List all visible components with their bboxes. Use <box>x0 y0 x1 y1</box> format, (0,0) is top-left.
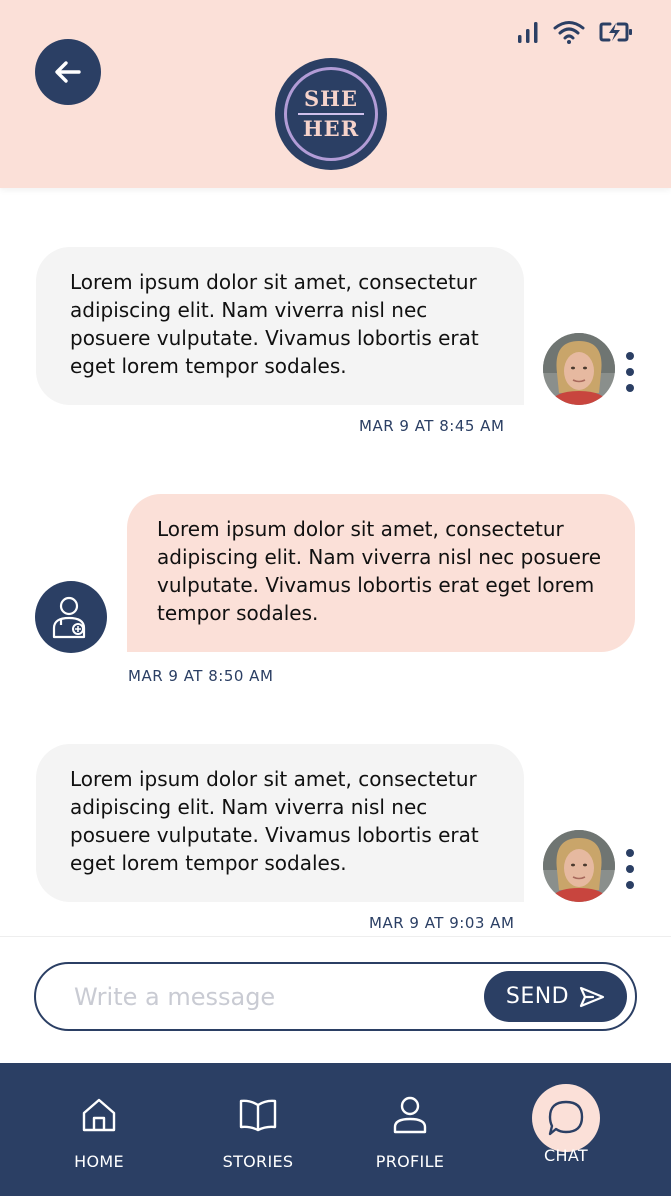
doctor-user-icon <box>51 595 91 639</box>
message-composer <box>34 962 637 1031</box>
signal-icon <box>517 20 539 44</box>
nav-item-profile[interactable] <box>340 1063 480 1196</box>
message-text: Lorem ipsum dolor sit amet, consectetur adipiscing elit. Nam viverra nisl nec posuere vulputate. Vivamus lobortis erat eget lorem tempor sodales. <box>157 517 602 625</box>
nav-label: STORIES <box>222 1152 294 1171</box>
send-label: SEND <box>505 984 570 1009</box>
brand-logo <box>275 58 387 170</box>
nav-item-chat[interactable] <box>496 1063 636 1196</box>
logo-line-2: HER <box>302 116 360 141</box>
more-options-icon[interactable] <box>625 849 635 889</box>
message-bubble-incoming[interactable] <box>36 744 524 902</box>
user-avatar[interactable] <box>35 581 107 653</box>
contact-avatar[interactable] <box>543 333 615 405</box>
message-text: Lorem ipsum dolor sit amet, consectetur adipiscing elit. Nam viverra nisl nec posuere vulputate. Vivamus lobortis erat eget lorem tempor sodales. <box>70 270 479 378</box>
more-options-icon[interactable] <box>625 352 635 392</box>
message-timestamp: MAR 9 AT 9:03 AM <box>369 914 515 932</box>
bottom-nav <box>0 1063 671 1196</box>
status-bar <box>517 20 633 44</box>
book-icon <box>238 1097 278 1133</box>
nav-item-stories[interactable] <box>188 1063 328 1196</box>
header <box>0 0 671 188</box>
nav-label: PROFILE <box>375 1152 445 1171</box>
back-button[interactable] <box>35 39 101 105</box>
contact-photo <box>543 830 615 902</box>
nav-label: CHAT <box>544 1146 588 1165</box>
message-timestamp: MAR 9 AT 8:45 AM <box>359 417 505 435</box>
logo-line-1: SHE <box>303 86 358 111</box>
message-bubble-outgoing[interactable] <box>127 494 635 652</box>
home-icon <box>80 1096 118 1134</box>
nav-label: HOME <box>74 1152 124 1171</box>
message-bubble-incoming[interactable] <box>36 247 524 405</box>
arrow-left-icon <box>51 55 85 89</box>
message-timestamp: MAR 9 AT 8:50 AM <box>128 667 274 685</box>
battery-charging-icon <box>599 20 633 44</box>
nav-item-home[interactable] <box>29 1063 169 1196</box>
contact-avatar[interactable] <box>543 830 615 902</box>
chat-bubble-icon <box>546 1098 586 1138</box>
user-icon <box>392 1096 428 1134</box>
send-arrow-icon <box>579 985 605 1009</box>
send-button[interactable] <box>484 971 627 1022</box>
contact-photo <box>543 333 615 405</box>
message-list[interactable] <box>0 188 671 936</box>
message-input[interactable] <box>74 978 494 1016</box>
message-text: Lorem ipsum dolor sit amet, consectetur adipiscing elit. Nam viverra nisl nec posuere vulputate. Vivamus lobortis erat eget lorem tempor sodales. <box>70 767 479 875</box>
wifi-icon <box>553 20 585 44</box>
